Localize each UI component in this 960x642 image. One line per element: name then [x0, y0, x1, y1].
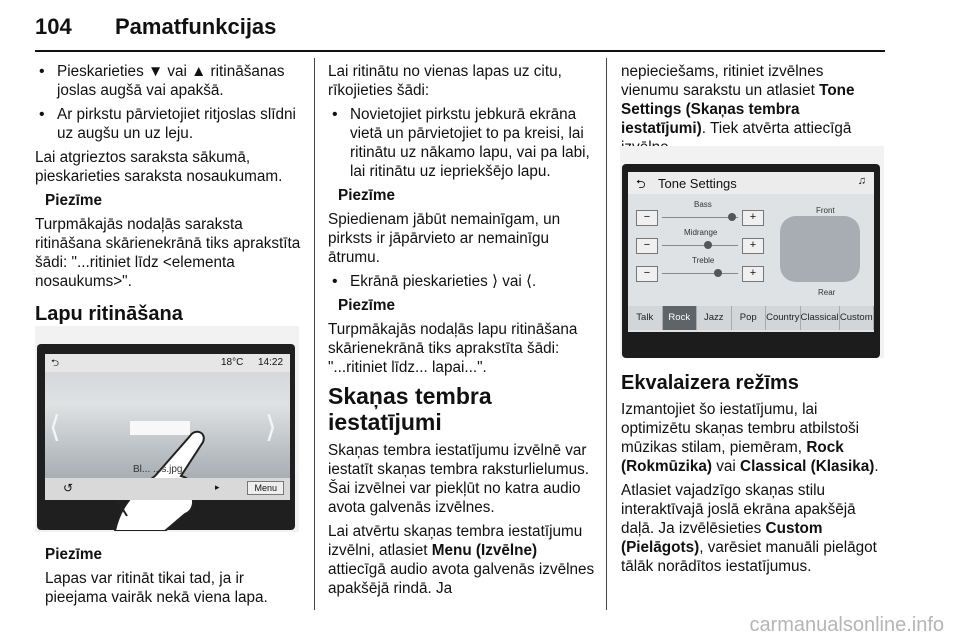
rock-label: Rock (Rokmūzika)	[621, 439, 844, 475]
back-arrow-icon: ⮌	[636, 177, 646, 191]
file-name: Bl... ...s.jpg	[133, 464, 183, 475]
text-run: . Tiek atvērta attiecīgā	[701, 120, 852, 137]
front-label: Front	[816, 206, 835, 215]
menu-button: Menu	[247, 481, 284, 495]
note-heading: Piezīme	[45, 546, 102, 563]
paragraph-page-scroll: Lai ritinātu no vienas lapas uz citu, rīkojieties šādi:	[328, 63, 562, 99]
midrange-slider	[636, 228, 764, 254]
text-run: nepieciešams, ritiniet izvēlnes vienumu sarakstu un atlasiet	[621, 63, 824, 99]
car-balance-graphic	[780, 216, 860, 282]
repeat-icon: ↺	[63, 481, 74, 495]
slider-track	[662, 217, 738, 218]
section-heading-equalizer: Ekvalaizera režīms	[621, 372, 799, 394]
section-heading-tone-settings: Skaņas tembra iestatījumi	[328, 383, 492, 435]
slider-knob	[728, 213, 736, 221]
screen-bottom-bar	[45, 478, 290, 500]
note-text: Turpmākajās nodaļās lapu ritināšana skārienekrānā tiks aprakstīta šādi: "...ritiniet līdz... lapai...".	[328, 321, 578, 376]
classical-label: Classical (Klasika)	[740, 458, 875, 475]
treble-label: Treble	[692, 256, 715, 265]
custom-label: Custom (Pielāgots)	[621, 520, 823, 556]
column-divider-2	[606, 58, 607, 610]
plus-icon: +	[742, 210, 764, 226]
bass-slider	[636, 200, 764, 226]
page-title: Pamatfunkcijas	[115, 14, 277, 39]
tab-pop: Pop	[732, 306, 767, 330]
page-scroll-screenshot	[35, 326, 299, 532]
column-1-bottom	[45, 545, 303, 612]
play-icon: ▸	[215, 482, 220, 492]
paragraph-return-top: Lai atgrieztos saraksta sākumā, pieskarieties saraksta nosaukumam.	[35, 149, 283, 185]
text-run: Izmantojiet šo iestatījumu, lai optimizētu skaņas tembru atbilstoši mūzikas stilam, piemēram,	[621, 401, 860, 456]
paragraph-equalizer	[621, 400, 885, 476]
header-rule	[35, 50, 885, 52]
tab-rock: Rock	[663, 306, 698, 330]
screen-title: Tone Settings	[658, 176, 737, 191]
tab-jazz: Jazz	[697, 306, 732, 330]
bullet-scroll-slider: • Ar pirkstu pārvietojiet ritjoslas slīdni uz augšu un uz leju.	[35, 105, 303, 143]
tone-settings-screenshot	[620, 146, 884, 358]
temperature: 18°C	[221, 357, 244, 368]
paragraph-select-style	[621, 481, 885, 576]
section-heading-page-scroll: Lapu ritināšana	[35, 303, 183, 325]
bullet-swipe: • Novietojiet pirkstu jebkurā ekrāna vietā un pārvietojiet to pa kreisi, lai ritinātu uz nākamo lapu, vai pa labi, lai ritinātu uz iepriekšējo lapu.	[328, 105, 596, 181]
treble-slider	[636, 256, 764, 282]
music-note-icon: ♫	[857, 175, 866, 187]
rear-label: Rear	[818, 288, 836, 297]
column-divider-1	[314, 58, 315, 610]
chevron-right-icon: ⟩	[265, 411, 277, 444]
text-run: attiecīgā audio avota galvenās izvēlnes apakšējā rindā. Ja	[328, 561, 595, 597]
column-2	[328, 62, 596, 603]
bass-label: Bass	[694, 200, 712, 209]
minus-icon: −	[636, 210, 658, 226]
midrange-label: Midrange	[684, 228, 718, 237]
slider-knob	[704, 241, 712, 249]
column-3-bottom	[621, 372, 885, 581]
paragraph-open-tone	[621, 62, 885, 157]
text-run: .	[874, 458, 879, 475]
bullet-chevrons: • Ekrānā pieskarieties ⟩ vai ⟨.	[328, 272, 596, 291]
column-1	[35, 62, 303, 331]
note-text: Spiedienam jābūt nemainīgam, un pirksts ir jāpārvieto ar nemainīgu ātrumu.	[328, 211, 561, 266]
text-run: vai	[711, 458, 741, 475]
chevron-left-icon: ⟨	[49, 411, 61, 444]
plus-icon: +	[742, 266, 764, 282]
minus-icon: −	[636, 266, 658, 282]
paragraph-tone-intro: Skaņas tembra iestatījumu izvēlnē var iestatīt skaņas tembra raksturlielumus. Šai izvēlnei var piekļūt no katra audio avota galvenās izvēlnes.	[328, 442, 589, 516]
paragraph-open-menu	[328, 522, 596, 598]
page-header	[35, 6, 885, 52]
slider-knob	[714, 269, 722, 277]
screen-title-bar	[628, 172, 874, 194]
menu-label: Menu (Izvēlne)	[431, 542, 538, 559]
note-heading: Piezīme	[338, 297, 395, 314]
text-run: , varēsiet manuāli pielāgot tālāk norādītos iestatījumus.	[621, 539, 877, 575]
tab-talk: Talk	[628, 306, 663, 330]
clock: 14:22	[258, 357, 284, 368]
equalizer-tabs	[628, 306, 874, 330]
watermark: carmanualsonline.info	[749, 614, 944, 636]
note-text: Turpmākajās nodaļās saraksta ritināšana skārienekrānā tiks aprakstīta šādi: "...ritiniet līdz <elementa nosaukums>".	[35, 216, 301, 290]
page-number: 104	[35, 14, 72, 39]
text-run: Atlasiet vajadzīgo skaņas stilu interaktīvajā joslā ekrāna apakšējā daļā. Ja izvēlēsieties	[621, 482, 856, 537]
text-run: Lai atvērtu skaņas tembra iestatījumu izvēlni, atlasiet	[328, 523, 583, 559]
note-heading: Piezīme	[45, 192, 102, 209]
note-text: Lapas var ritināt tikai tad, ja ir pieejama vairāk nekā viena lapa.	[45, 570, 268, 606]
screen-status-bar	[45, 354, 290, 372]
slider-track	[662, 245, 738, 246]
minus-icon: −	[636, 238, 658, 254]
back-arrow-icon: ⮌	[51, 358, 60, 369]
tab-custom: Custom	[840, 306, 875, 330]
tone-settings-label: Tone Settings (Skaņas tembra iestatījumi)	[621, 82, 855, 137]
tab-country: Country	[766, 306, 801, 330]
bullet-scroll-arrows: • Pieskarieties ▼ vai ▲ ritināšanas joslas augšā vai apakšā.	[35, 62, 303, 100]
note-heading: Piezīme	[338, 187, 395, 204]
slider-track	[662, 273, 738, 274]
tab-classical: Classical	[801, 306, 840, 330]
plus-icon: +	[742, 238, 764, 254]
